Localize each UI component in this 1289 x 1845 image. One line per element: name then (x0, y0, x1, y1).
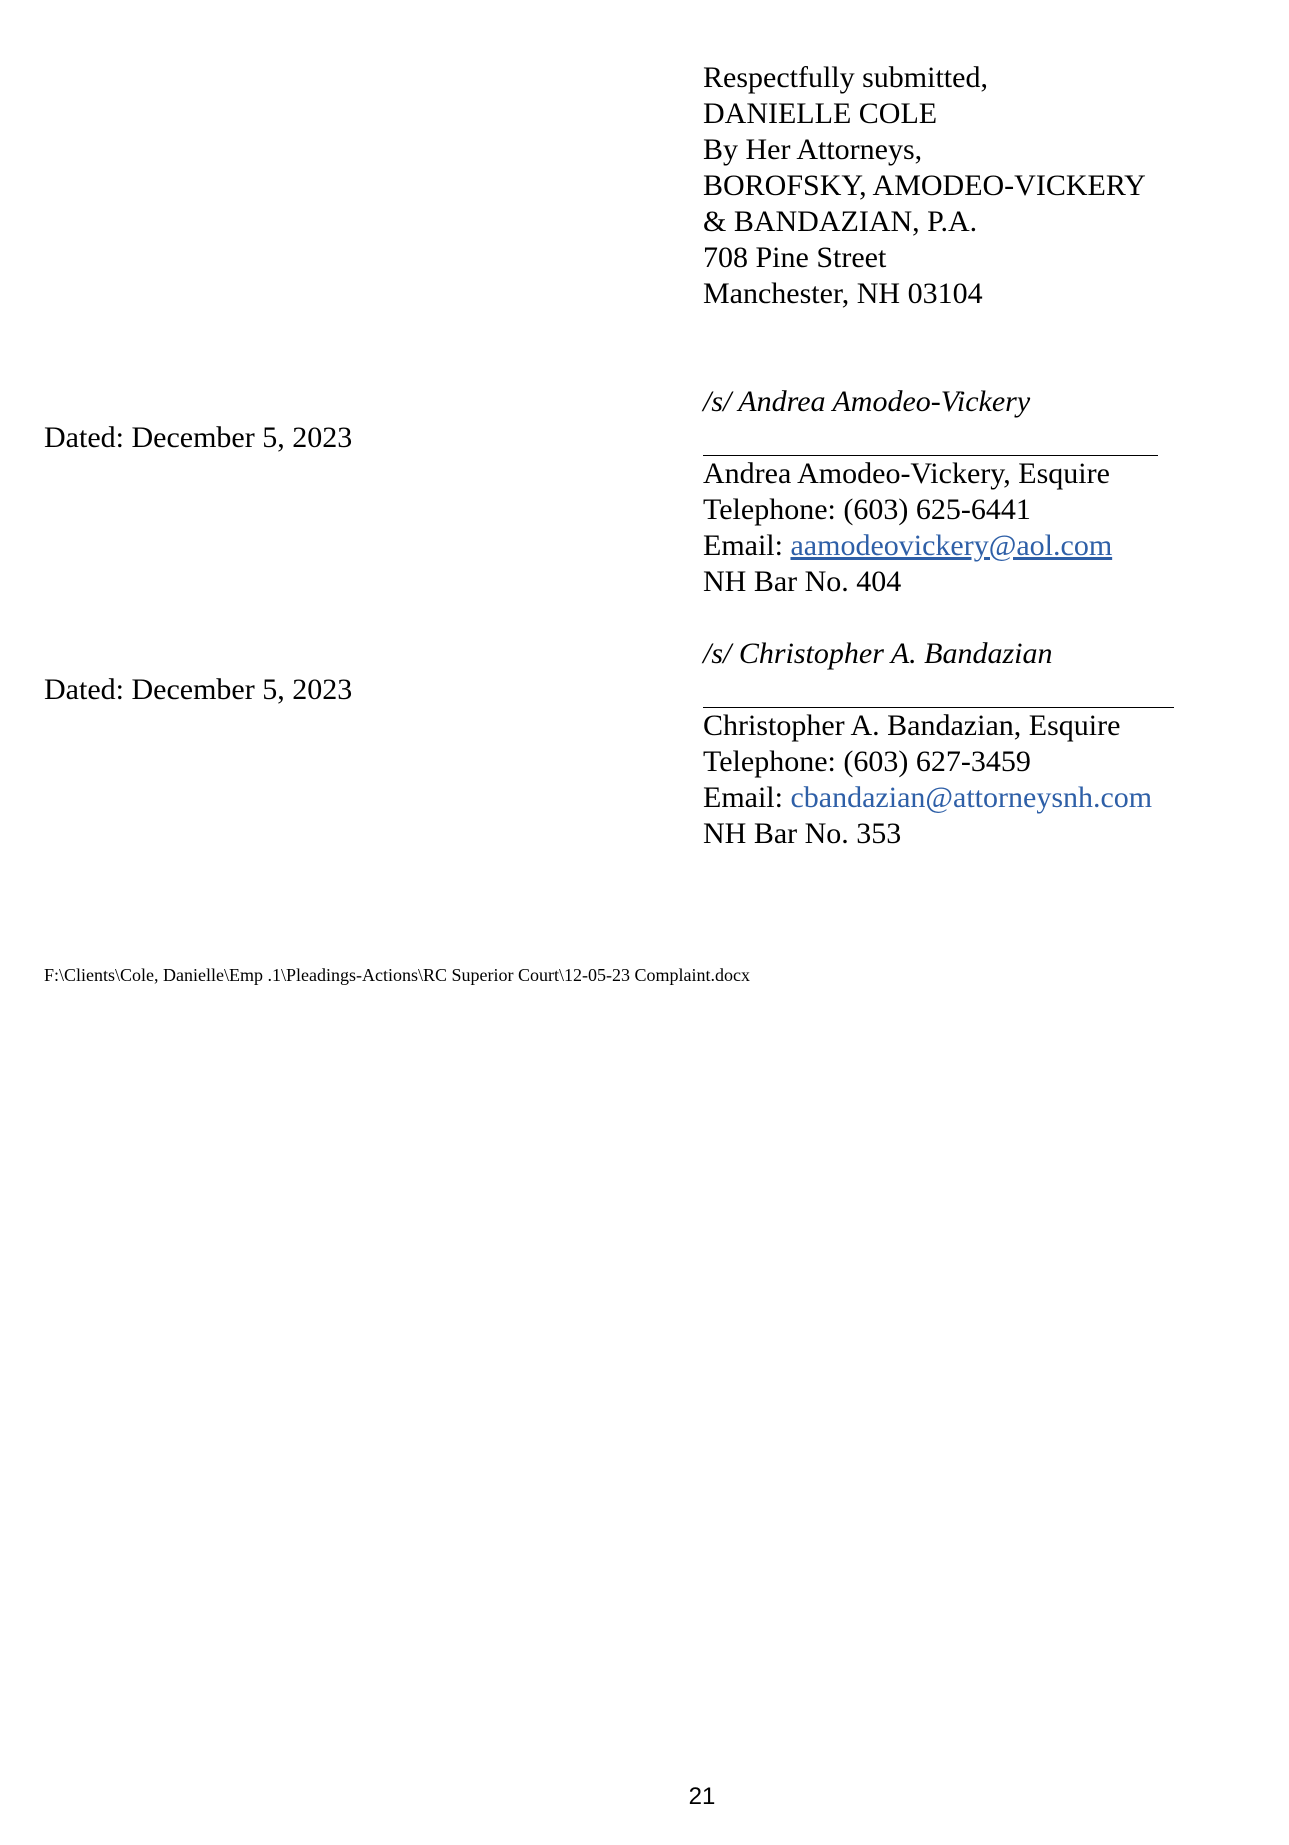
by-attorneys-text: By Her Attorneys, (703, 133, 923, 166)
firm-city: Manchester, NH 03104 (703, 277, 983, 310)
client-name: DANIELLE COLE (703, 97, 938, 130)
email-label-2: Email: (703, 781, 791, 814)
attorney-bar-2: NH Bar No. 353 (703, 817, 902, 850)
email-link-1[interactable]: aamodeovickery@aol.com (790, 529, 1113, 562)
attorney-email-row-1 (703, 528, 1112, 564)
dated-2: Dated: December 5, 2023 (44, 673, 353, 706)
page-number: 21 (688, 1783, 716, 1810)
signature-1: /s/ Andrea Amodeo-Vickery (703, 385, 1031, 418)
dated-1: Dated: December 5, 2023 (44, 421, 353, 454)
attorney-telephone-1: Telephone: (603) 625-6441 (703, 493, 1031, 526)
email-label-1: Email: (703, 529, 791, 562)
firm-street: 708 Pine Street (703, 241, 887, 274)
closing-text: Respectfully submitted, (703, 61, 988, 94)
email-link-2[interactable]: cbandazian@attorneysnh.com (790, 781, 1153, 814)
attorney-name-1: Andrea Amodeo-Vickery, Esquire (703, 457, 1110, 490)
attorney-telephone-2: Telephone: (603) 627-3459 (703, 745, 1031, 778)
document-file-path: F:\Clients\Cole, Danielle\Emp .1\Pleadings-Actions\RC Superior Court\12-05-23 Complaint.docx (44, 965, 750, 985)
attorney-bar-1: NH Bar No. 404 (703, 565, 902, 598)
signature-2: /s/ Christopher A. Bandazian (703, 637, 1053, 670)
firm-name-line2: & BANDAZIAN, P.A. (703, 205, 978, 238)
firm-name-line1: BOROFSKY, AMODEO-VICKERY (703, 169, 1146, 202)
attorney-email-row-2 (703, 780, 1152, 816)
attorney-name-2: Christopher A. Bandazian, Esquire (703, 709, 1121, 742)
